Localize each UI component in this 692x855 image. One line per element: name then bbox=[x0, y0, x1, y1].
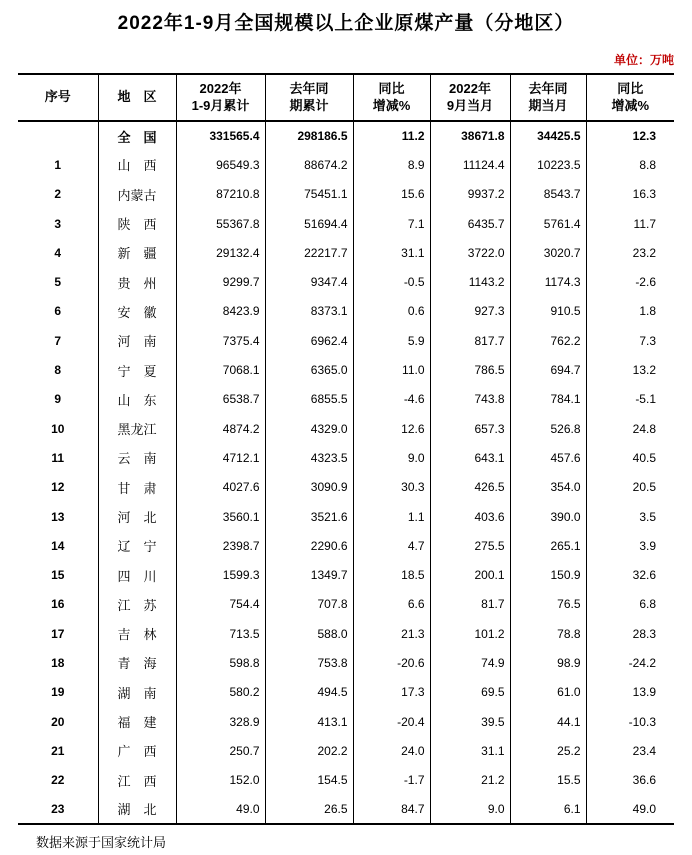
value-cell-yoy-september: 11.7 bbox=[586, 209, 674, 238]
region-cell: 四 川 bbox=[98, 560, 176, 589]
region-cell: 全 国 bbox=[98, 121, 176, 150]
region-cell: 山 西 bbox=[98, 150, 176, 179]
value-cell-yoy-cumulative: -0.5 bbox=[353, 267, 430, 296]
table-row bbox=[18, 678, 674, 707]
region-cell: 贵 州 bbox=[98, 267, 176, 296]
row-number-cell: 23 bbox=[51, 801, 65, 816]
row-number-cell: 2 bbox=[54, 187, 62, 202]
value-cell-yoy-september: 40.5 bbox=[586, 443, 674, 472]
value-cell-september-prev: 10223.5 bbox=[510, 150, 586, 179]
value-cell-september-2022: 426.5 bbox=[430, 473, 510, 502]
value-cell-cumulative-2022: 328.9 bbox=[176, 707, 265, 736]
value-cell-yoy-cumulative: -1.7 bbox=[353, 766, 430, 795]
value-cell-cumulative-prev: 51694.4 bbox=[265, 209, 353, 238]
table-row bbox=[18, 648, 674, 677]
value-cell-september-2022: 101.2 bbox=[430, 619, 510, 648]
value-cell-yoy-cumulative: 18.5 bbox=[353, 560, 430, 589]
value-cell-cumulative-2022: 4874.2 bbox=[176, 414, 265, 443]
value-cell-cumulative-2022: 1599.3 bbox=[176, 560, 265, 589]
value-cell-yoy-september: -2.6 bbox=[586, 267, 674, 296]
value-cell-yoy-september: 24.8 bbox=[586, 414, 674, 443]
value-cell-yoy-cumulative: 24.0 bbox=[353, 736, 430, 765]
table-row bbox=[18, 267, 674, 296]
value-cell-september-prev: 6.1 bbox=[510, 795, 586, 824]
value-cell-yoy-cumulative: 31.1 bbox=[353, 238, 430, 267]
header-text: 去年同 bbox=[528, 81, 568, 97]
table-row bbox=[18, 150, 674, 179]
data-source-note: 数据来源于国家统计局 bbox=[36, 835, 167, 851]
value-cell-cumulative-prev: 6855.5 bbox=[265, 385, 353, 414]
value-cell-september-prev: 390.0 bbox=[510, 502, 586, 531]
header-text: 去年同 bbox=[289, 81, 329, 97]
region-cell: 河 南 bbox=[98, 326, 176, 355]
row-number-cell: 14 bbox=[51, 538, 65, 553]
row-number-cell: 17 bbox=[51, 626, 65, 641]
header-yoy-change-cumulative bbox=[353, 74, 430, 121]
value-cell-yoy-september: 3.5 bbox=[586, 502, 674, 531]
value-cell-cumulative-prev: 3090.9 bbox=[265, 473, 353, 502]
value-cell-cumulative-prev: 6365.0 bbox=[265, 355, 353, 384]
row-number-cell: 11 bbox=[51, 450, 65, 465]
table-row bbox=[18, 473, 674, 502]
value-cell-cumulative-prev: 413.1 bbox=[265, 707, 353, 736]
value-cell-cumulative-prev: 494.5 bbox=[265, 678, 353, 707]
value-cell-yoy-september: 12.3 bbox=[586, 121, 674, 150]
value-cell-september-2022: 657.3 bbox=[430, 414, 510, 443]
value-cell-yoy-september: 6.8 bbox=[586, 590, 674, 619]
header-text: 2022年 bbox=[199, 81, 242, 97]
value-cell-yoy-cumulative: 84.7 bbox=[353, 795, 430, 824]
value-cell-yoy-cumulative: -4.6 bbox=[353, 385, 430, 414]
value-cell-yoy-cumulative: 0.6 bbox=[353, 297, 430, 326]
value-cell-yoy-cumulative: 5.9 bbox=[353, 326, 430, 355]
value-cell-yoy-september: 8.8 bbox=[586, 150, 674, 179]
value-cell-september-prev: 762.2 bbox=[510, 326, 586, 355]
value-cell-yoy-september: 13.9 bbox=[586, 678, 674, 707]
value-cell-yoy-cumulative: 8.9 bbox=[353, 150, 430, 179]
region-cell: 青 海 bbox=[98, 648, 176, 677]
table-row bbox=[18, 238, 674, 267]
value-cell-cumulative-2022: 598.8 bbox=[176, 648, 265, 677]
region-cell: 湖 南 bbox=[98, 678, 176, 707]
value-cell-cumulative-prev: 202.2 bbox=[265, 736, 353, 765]
region-cell: 江 苏 bbox=[98, 590, 176, 619]
value-cell-yoy-cumulative: 9.0 bbox=[353, 443, 430, 472]
row-number-cell: 10 bbox=[51, 421, 65, 436]
table-row bbox=[18, 619, 674, 648]
value-cell-cumulative-2022: 6538.7 bbox=[176, 385, 265, 414]
value-cell-yoy-cumulative: 11.0 bbox=[353, 355, 430, 384]
row-number-cell: 15 bbox=[51, 568, 65, 583]
value-cell-yoy-cumulative: 12.6 bbox=[353, 414, 430, 443]
value-cell-yoy-cumulative: 30.3 bbox=[353, 473, 430, 502]
row-number-cell: 21 bbox=[51, 743, 65, 758]
value-cell-yoy-september: 32.6 bbox=[586, 560, 674, 589]
value-cell-september-prev: 784.1 bbox=[510, 385, 586, 414]
value-cell-september-prev: 15.5 bbox=[510, 766, 586, 795]
row-number-cell: 12 bbox=[51, 480, 65, 495]
value-cell-cumulative-prev: 88674.2 bbox=[265, 150, 353, 179]
value-cell-september-2022: 9.0 bbox=[430, 795, 510, 824]
value-cell-cumulative-prev: 753.8 bbox=[265, 648, 353, 677]
value-cell-yoy-september: 7.3 bbox=[586, 326, 674, 355]
header-row bbox=[18, 74, 674, 121]
table-row bbox=[18, 355, 674, 384]
value-cell-yoy-september: 1.8 bbox=[586, 297, 674, 326]
header-2022-september bbox=[430, 74, 510, 121]
header-text: 1-9月累计 bbox=[191, 97, 250, 113]
value-cell-yoy-cumulative: 11.2 bbox=[353, 121, 430, 150]
region-cell: 内蒙古 bbox=[98, 180, 176, 209]
table-row bbox=[18, 443, 674, 472]
value-cell-september-2022: 927.3 bbox=[430, 297, 510, 326]
table-row bbox=[18, 414, 674, 443]
value-cell-cumulative-2022: 3560.1 bbox=[176, 502, 265, 531]
value-cell-september-2022: 1143.2 bbox=[430, 267, 510, 296]
region-cell: 甘 肃 bbox=[98, 473, 176, 502]
value-cell-cumulative-2022: 96549.3 bbox=[176, 150, 265, 179]
row-number-cell: 7 bbox=[54, 333, 62, 348]
value-cell-yoy-cumulative: 6.6 bbox=[353, 590, 430, 619]
region-cell: 安 徽 bbox=[98, 297, 176, 326]
header-seq-no bbox=[18, 74, 98, 121]
value-cell-september-2022: 200.1 bbox=[430, 560, 510, 589]
row-number-cell: 9 bbox=[54, 392, 62, 407]
table-row bbox=[18, 707, 674, 736]
row-number-cell: 19 bbox=[51, 685, 65, 700]
row-number-cell: 1 bbox=[54, 157, 62, 172]
value-cell-cumulative-prev: 2290.6 bbox=[265, 531, 353, 560]
region-cell: 黑龙江 bbox=[98, 414, 176, 443]
header-prev-year-september bbox=[510, 74, 586, 121]
region-cell: 广 西 bbox=[98, 736, 176, 765]
value-cell-yoy-cumulative: 17.3 bbox=[353, 678, 430, 707]
header-text: 期累计 bbox=[289, 97, 329, 113]
value-cell-yoy-september: 36.6 bbox=[586, 766, 674, 795]
value-cell-september-2022: 786.5 bbox=[430, 355, 510, 384]
table-row bbox=[18, 590, 674, 619]
region-cell: 新 疆 bbox=[98, 238, 176, 267]
row-number-cell: 3 bbox=[54, 216, 62, 231]
value-cell-cumulative-2022: 29132.4 bbox=[176, 238, 265, 267]
value-cell-yoy-september: -5.1 bbox=[586, 385, 674, 414]
value-cell-yoy-september: 3.9 bbox=[586, 531, 674, 560]
table-row bbox=[18, 795, 674, 824]
header-text: 同比 bbox=[378, 81, 405, 97]
value-cell-cumulative-2022: 713.5 bbox=[176, 619, 265, 648]
table-row bbox=[18, 385, 674, 414]
value-cell-yoy-september: 23.2 bbox=[586, 238, 674, 267]
value-cell-cumulative-prev: 22217.7 bbox=[265, 238, 353, 267]
value-cell-cumulative-prev: 4323.5 bbox=[265, 443, 353, 472]
value-cell-september-prev: 25.2 bbox=[510, 736, 586, 765]
value-cell-september-2022: 275.5 bbox=[430, 531, 510, 560]
value-cell-cumulative-2022: 4712.1 bbox=[176, 443, 265, 472]
header-text: 期当月 bbox=[528, 97, 568, 113]
value-cell-yoy-cumulative: 15.6 bbox=[353, 180, 430, 209]
value-cell-yoy-september: -10.3 bbox=[586, 707, 674, 736]
row-number-cell bbox=[18, 121, 98, 150]
value-cell-yoy-september: -24.2 bbox=[586, 648, 674, 677]
value-cell-september-2022: 38671.8 bbox=[430, 121, 510, 150]
header-text: 增减% bbox=[372, 97, 411, 113]
region-cell: 江 西 bbox=[98, 766, 176, 795]
table-body bbox=[18, 121, 674, 824]
value-cell-cumulative-2022: 9299.7 bbox=[176, 267, 265, 296]
row-number-cell: 5 bbox=[54, 275, 62, 290]
value-cell-september-2022: 743.8 bbox=[430, 385, 510, 414]
header-text: 地 区 bbox=[117, 89, 157, 105]
value-cell-yoy-september: 20.5 bbox=[586, 473, 674, 502]
value-cell-september-2022: 39.5 bbox=[430, 707, 510, 736]
value-cell-september-prev: 44.1 bbox=[510, 707, 586, 736]
table-row bbox=[18, 766, 674, 795]
value-cell-cumulative-2022: 2398.7 bbox=[176, 531, 265, 560]
value-cell-cumulative-prev: 4329.0 bbox=[265, 414, 353, 443]
region-cell: 云 南 bbox=[98, 443, 176, 472]
value-cell-september-prev: 694.7 bbox=[510, 355, 586, 384]
region-cell: 湖 北 bbox=[98, 795, 176, 824]
value-cell-september-2022: 3722.0 bbox=[430, 238, 510, 267]
value-cell-cumulative-2022: 4027.6 bbox=[176, 473, 265, 502]
value-cell-yoy-september: 23.4 bbox=[586, 736, 674, 765]
header-text: 2022年 bbox=[449, 81, 491, 97]
table-row bbox=[18, 326, 674, 355]
value-cell-cumulative-prev: 588.0 bbox=[265, 619, 353, 648]
value-cell-september-2022: 9937.2 bbox=[430, 180, 510, 209]
value-cell-yoy-cumulative: -20.4 bbox=[353, 707, 430, 736]
row-number-cell: 8 bbox=[54, 363, 62, 378]
region-cell: 山 东 bbox=[98, 385, 176, 414]
value-cell-september-prev: 910.5 bbox=[510, 297, 586, 326]
region-cell: 福 建 bbox=[98, 707, 176, 736]
value-cell-cumulative-2022: 7068.1 bbox=[176, 355, 265, 384]
row-number-cell: 22 bbox=[51, 773, 65, 788]
value-cell-cumulative-2022: 152.0 bbox=[176, 766, 265, 795]
header-text: 同比 bbox=[617, 81, 644, 97]
value-cell-cumulative-prev: 1349.7 bbox=[265, 560, 353, 589]
value-cell-september-2022: 6435.7 bbox=[430, 209, 510, 238]
value-cell-september-prev: 457.6 bbox=[510, 443, 586, 472]
header-2022-cumulative bbox=[176, 74, 265, 121]
row-number-cell: 20 bbox=[51, 714, 65, 729]
value-cell-yoy-cumulative: 7.1 bbox=[353, 209, 430, 238]
table-row bbox=[18, 180, 674, 209]
value-cell-september-prev: 5761.4 bbox=[510, 209, 586, 238]
value-cell-cumulative-2022: 87210.8 bbox=[176, 180, 265, 209]
header-text: 增减% bbox=[611, 97, 650, 113]
value-cell-yoy-september: 16.3 bbox=[586, 180, 674, 209]
region-cell: 辽 宁 bbox=[98, 531, 176, 560]
value-cell-cumulative-prev: 3521.6 bbox=[265, 502, 353, 531]
value-cell-september-2022: 81.7 bbox=[430, 590, 510, 619]
table-row bbox=[18, 531, 674, 560]
header-text: 9月当月 bbox=[446, 97, 494, 113]
value-cell-yoy-september: 13.2 bbox=[586, 355, 674, 384]
value-cell-yoy-cumulative: 4.7 bbox=[353, 531, 430, 560]
value-cell-cumulative-prev: 75451.1 bbox=[265, 180, 353, 209]
row-number-cell: 4 bbox=[54, 245, 62, 260]
table-row bbox=[18, 736, 674, 765]
table-row bbox=[18, 297, 674, 326]
value-cell-september-2022: 74.9 bbox=[430, 648, 510, 677]
header-yoy-change-september bbox=[586, 74, 674, 121]
value-cell-september-2022: 21.2 bbox=[430, 766, 510, 795]
region-cell: 吉 林 bbox=[98, 619, 176, 648]
value-cell-cumulative-prev: 707.8 bbox=[265, 590, 353, 619]
header-text: 序号 bbox=[44, 89, 71, 105]
value-cell-september-2022: 817.7 bbox=[430, 326, 510, 355]
value-cell-september-prev: 61.0 bbox=[510, 678, 586, 707]
value-cell-cumulative-prev: 298186.5 bbox=[265, 121, 353, 150]
region-cell: 宁 夏 bbox=[98, 355, 176, 384]
value-cell-september-prev: 354.0 bbox=[510, 473, 586, 502]
value-cell-yoy-cumulative: -20.6 bbox=[353, 648, 430, 677]
value-cell-september-prev: 265.1 bbox=[510, 531, 586, 560]
value-cell-september-prev: 78.8 bbox=[510, 619, 586, 648]
value-cell-cumulative-prev: 6962.4 bbox=[265, 326, 353, 355]
value-cell-september-2022: 31.1 bbox=[430, 736, 510, 765]
row-number-cell: 16 bbox=[51, 597, 65, 612]
value-cell-cumulative-2022: 49.0 bbox=[176, 795, 265, 824]
value-cell-cumulative-prev: 8373.1 bbox=[265, 297, 353, 326]
coal-production-table bbox=[18, 73, 674, 825]
value-cell-cumulative-2022: 580.2 bbox=[176, 678, 265, 707]
region-cell: 陕 西 bbox=[98, 209, 176, 238]
header-region bbox=[98, 74, 176, 121]
value-cell-cumulative-2022: 7375.4 bbox=[176, 326, 265, 355]
value-cell-september-prev: 150.9 bbox=[510, 560, 586, 589]
value-cell-cumulative-prev: 154.5 bbox=[265, 766, 353, 795]
value-cell-september-prev: 526.8 bbox=[510, 414, 586, 443]
value-cell-yoy-cumulative: 21.3 bbox=[353, 619, 430, 648]
value-cell-september-prev: 8543.7 bbox=[510, 180, 586, 209]
table-row bbox=[18, 209, 674, 238]
table-row bbox=[18, 560, 674, 589]
row-number-cell: 6 bbox=[54, 304, 62, 319]
value-cell-september-2022: 403.6 bbox=[430, 502, 510, 531]
value-cell-cumulative-2022: 754.4 bbox=[176, 590, 265, 619]
region-cell: 河 北 bbox=[98, 502, 176, 531]
value-cell-cumulative-2022: 250.7 bbox=[176, 736, 265, 765]
value-cell-cumulative-2022: 55367.8 bbox=[176, 209, 265, 238]
value-cell-september-2022: 643.1 bbox=[430, 443, 510, 472]
header-prev-year-cumulative bbox=[265, 74, 353, 121]
page-title: 2022年1-9月全国规模以上企业原煤产量（分地区） bbox=[117, 13, 575, 34]
value-cell-september-prev: 98.9 bbox=[510, 648, 586, 677]
row-number-cell: 13 bbox=[51, 509, 65, 524]
value-cell-cumulative-prev: 26.5 bbox=[265, 795, 353, 824]
row-number-cell: 18 bbox=[51, 655, 65, 670]
value-cell-yoy-september: 49.0 bbox=[586, 795, 674, 824]
value-cell-cumulative-2022: 331565.4 bbox=[176, 121, 265, 150]
value-cell-september-prev: 76.5 bbox=[510, 590, 586, 619]
value-cell-september-2022: 11124.4 bbox=[430, 150, 510, 179]
value-cell-september-2022: 69.5 bbox=[430, 678, 510, 707]
value-cell-yoy-september: 28.3 bbox=[586, 619, 674, 648]
value-cell-cumulative-2022: 8423.9 bbox=[176, 297, 265, 326]
value-cell-september-prev: 1174.3 bbox=[510, 267, 586, 296]
table-row bbox=[18, 121, 674, 150]
value-cell-yoy-cumulative: 1.1 bbox=[353, 502, 430, 531]
value-cell-september-prev: 34425.5 bbox=[510, 121, 586, 150]
table-row bbox=[18, 502, 674, 531]
unit-label: 单位：万吨 bbox=[613, 53, 674, 67]
value-cell-cumulative-prev: 9347.4 bbox=[265, 267, 353, 296]
value-cell-september-prev: 3020.7 bbox=[510, 238, 586, 267]
